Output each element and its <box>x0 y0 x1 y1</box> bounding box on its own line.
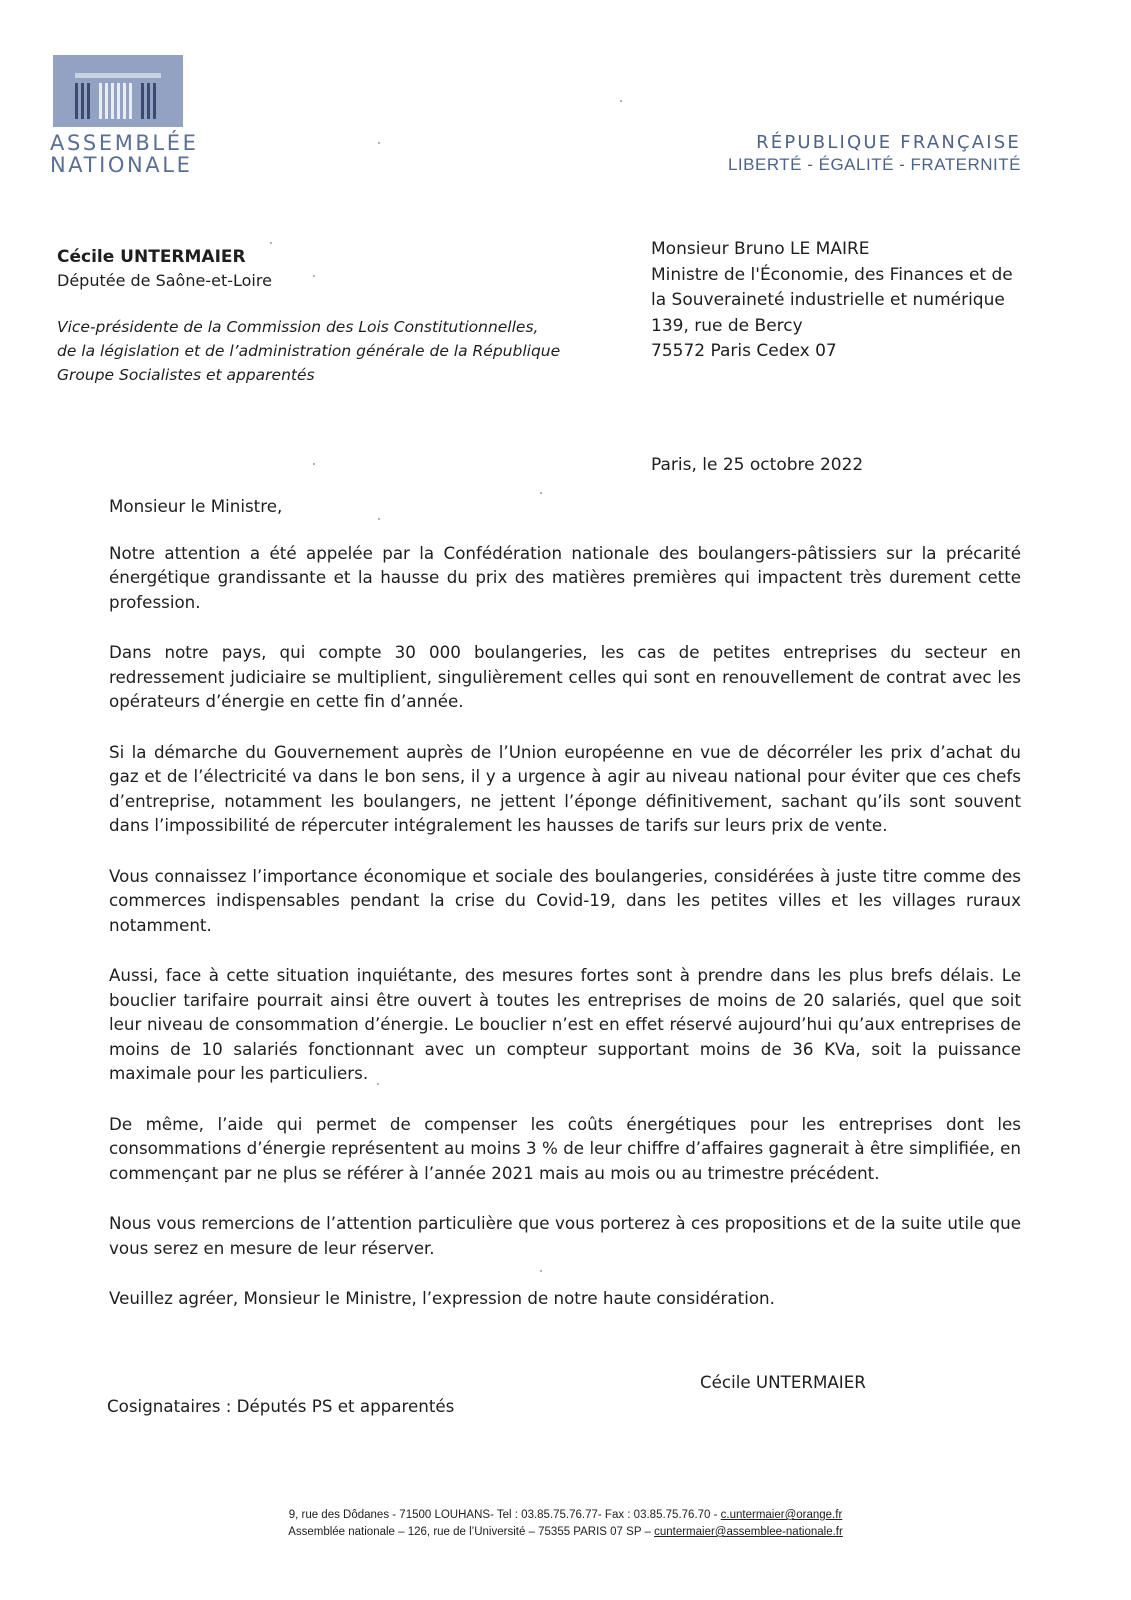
scan-speck <box>313 463 315 465</box>
scan-speck <box>540 1270 542 1272</box>
footer-line-1 <box>0 1507 1131 1524</box>
email-link-assemblee[interactable]: cuntermaier@assemblee-nationale.fr <box>654 1526 843 1538</box>
body-paragraph: Vous connaissez l’importance économique et sociale des boulangeries, considérées à juste titre comme des commerces indispensables pendant la crise du Covid-19, dans les petites villes et les villages ruraux notamment. <box>109 865 1021 935</box>
body-paragraph: Notre attention a été appelée par la Confédération nationale des boulangers-pâtissiers sur la précarité énergétique grandissante et la hausse du prix des matières premières qui impactent très durement cette profession. <box>109 542 1021 612</box>
recipient-line: 139, rue de Bercy <box>651 315 803 336</box>
letter-date: Paris, le 25 octobre 2022 <box>651 455 864 475</box>
republic-title: RÉPUBLIQUE FRANÇAISE <box>756 132 1021 153</box>
republic-motto: LIBERTÉ - ÉGALITÉ - FRATERNITÉ <box>727 155 1021 174</box>
cosignatories: Cosignataires : Députés PS et apparentés <box>107 1396 455 1416</box>
closing-paragraph: Veuillez agréer, Monsieur le Ministre, l’expression de notre haute considération. <box>109 1288 775 1308</box>
recipient-line: Monsieur Bruno LE MAIRE <box>651 239 870 259</box>
scan-speck <box>270 242 272 244</box>
sender-name: Cécile UNTERMAIER <box>57 247 246 267</box>
scan-speck <box>620 100 622 102</box>
scan-speck <box>378 518 380 520</box>
footer <box>0 1507 1131 1541</box>
email-link-orange[interactable]: c.untermaier@orange.fr <box>720 1509 843 1521</box>
sender-title: Députée de Saône-et-Loire <box>57 271 272 290</box>
scan-speck <box>313 275 315 277</box>
sender-role-line: Groupe Socialistes et apparentés <box>57 366 315 384</box>
body-paragraph: Nous vous remercions de l’attention particulière que vous porterez à ces propositions et de la suite utile que vous serez en mesure de leur réserver. <box>109 1213 1021 1258</box>
scan-speck <box>540 492 542 494</box>
scan-speck <box>377 1083 379 1085</box>
letter-body <box>109 494 1021 1337</box>
footer-line-2 <box>0 1524 1131 1541</box>
body-paragraph: Aussi, face à cette situation inquiétante, des mesures fortes sont à prendre dans les plus brefs délais. Le bouclier tarifaire pourrait ainsi être ouvert à toutes les entreprises de moins de 20 salariés, quel que soit leur niveau de consommation d’énergie. Le bouclier n’est en effet réservé aujourd’hui qu’aux entreprises de moins de 10 salariés fonctionnant avec un compteur supportant moins de 36 KVa, soit la puissance maximale pour les particuliers. <box>109 965 1021 1083</box>
logo-line-2: NATIONALE <box>50 153 193 177</box>
recipient-line: Ministre de l'Économie, des Finances et de <box>651 264 1013 285</box>
logo-wordmark <box>50 132 198 176</box>
scan-speck <box>378 142 380 144</box>
sender-role-line: de la législation et de l’administration générale de la République <box>57 342 561 360</box>
body-paragraph: Si la démarche du Gouvernement auprès de l’Union européenne en vue de décorréler les prix d’achat du gaz et de l’électricité va dans le bon sens, il y a urgence à agir au niveau national pour éviter que ces chefs d’entreprise, notamment les boulangers, ne jettent l’éponge définitivement, sachant qu’ils sont souvent dans l’impossibilité de répercuter intégralement les hausses de tarifs sur leurs prix de vente. <box>109 741 1021 835</box>
sender-role-line: Vice-présidente de la Commission des Lois Constitutionnelles, <box>57 318 539 336</box>
signature: Cécile UNTERMAIER <box>700 1372 866 1392</box>
recipient-address <box>651 237 1013 365</box>
sender-block <box>57 245 272 293</box>
logo-line-1: ASSEMBLÉE <box>50 131 199 155</box>
sender-roles <box>57 315 560 387</box>
salutation: Monsieur le Ministre, <box>109 496 283 516</box>
assemblee-nationale-logo <box>53 55 183 127</box>
recipient-line: la Souveraineté industrielle et numérique <box>651 290 1005 310</box>
body-paragraph: De même, l’aide qui permet de compenser les coûts énergétiques pour les entreprises dont les consommations d’énergie représentent au moins 3 % de leur chiffre d’affaires gagnerait à être simplifiée, en commençant par ne plus se référer à l’année 2021 mais au mois ou au trimestre précédent. <box>109 1113 1021 1183</box>
body-paragraph: Dans notre pays, qui compte 30 000 boulangeries, les cas de petites entreprises du secteur en redressement judiciaire se multiplient, singulièrement celles qui sont en renouvellement de contrat avec les opérateurs d’énergie en cette fin d’année. <box>109 642 1021 711</box>
recipient-line: 75572 Paris Cedex 07 <box>651 341 837 361</box>
footer-address-local: 9, rue des Dôdanes - 71500 LOUHANS- Tel : 03.85.75.76.77- Fax : 03.85.75.76.70 - <box>288 1509 721 1521</box>
republic-header <box>728 132 1021 176</box>
footer-address-paris: Assemblée nationale – 126, rue de l’Université – 75355 PARIS 07 SP – <box>288 1526 655 1538</box>
